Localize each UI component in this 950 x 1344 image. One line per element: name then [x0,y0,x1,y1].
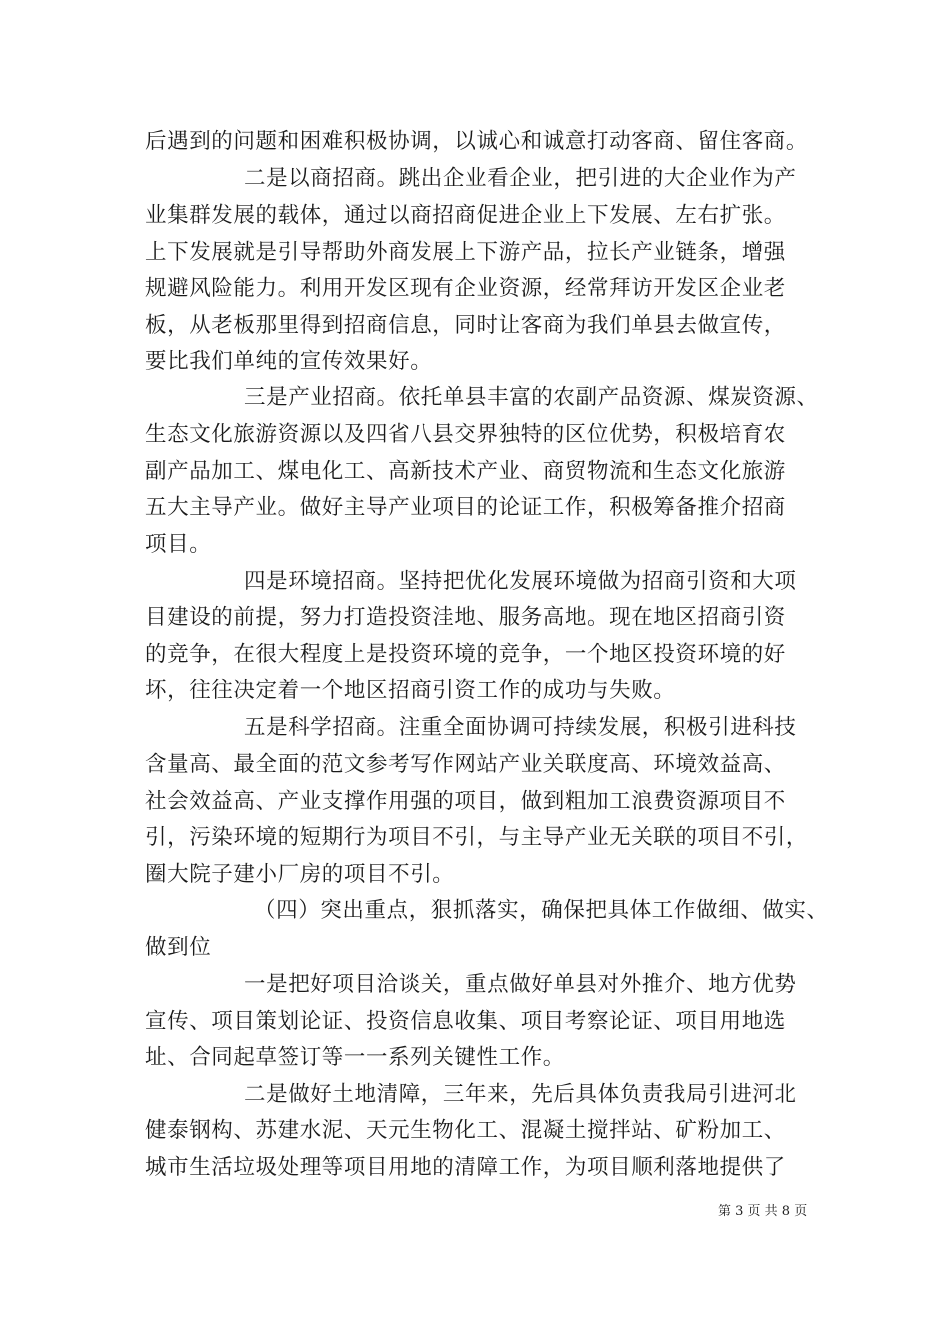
body-line: 要比我们单纯的宣传效果好。 [145,349,433,374]
body-line: 址、合同起草签订等一一系列关键性工作。 [145,1045,565,1070]
body-line: 健泰钢构、苏建水泥、天元生物化工、混凝土搅拌站、矿粉加工、 [145,1118,786,1143]
section-heading: （四）突出重点，狠抓落实，确保把具体工作做细、做实、 [254,898,829,923]
page-number: 第 3 页 共 8 页 [718,1204,808,1219]
body-line: 后遇到的问题和困难积极协调，以诚心和诚意打动客商、留住客商。 [145,129,809,154]
body-line: 目建设的前提，努力打造投资洼地、服务高地。现在地区招商引资 [145,605,786,630]
body-line: 圈大院子建小厂房的项目不引。 [145,862,455,887]
body-line: 社会效益高、产业支撑作用强的项目，做到粗加工浪费资源项目不 [145,789,786,814]
paragraph-first-line: 四是环境招商。坚持把优化发展环境做为招商引资和大项 [244,569,797,594]
body-line: 的竞争，在很大程度上是投资环境的竞争，一个地区投资环境的好 [145,642,786,667]
body-line: 城市生活垃圾处理等项目用地的清障工作，为项目顺利落地提供了 [145,1155,786,1180]
body-line: 板，从老板那里得到招商信息，同时让客商为我们单县去做宣传， [145,313,786,338]
paragraph-first-line: 一是把好项目洽谈关，重点做好单县对外推介、地方优势 [244,972,797,997]
body-line: 副产品加工、煤电化工、高新技术产业、商贸物流和生态文化旅游 [145,459,786,484]
body-line: 引，污染环境的短期行为项目不引，与主导产业无关联的项目不引， [145,825,809,850]
body-line: 含量高、最全面的范文参考写作网站产业关联度高、环境效益高、 [145,752,786,777]
paragraph-first-line: 二是做好土地清障，三年来，先后具体负责我局引进河北 [244,1082,797,1107]
body-line: 生态文化旅游资源以及四省八县交界独特的区位优势，积极培育农 [145,422,786,447]
paragraph-first-line: 三是产业招商。依托单县丰富的农副产品资源、煤炭资源、 [244,385,819,410]
body-line: 宣传、项目策划论证、投资信息收集、项目考察论证、项目用地选 [145,1009,786,1034]
body-line: 业集群发展的载体，通过以商招商促进企业上下发展、左右扩张。 [145,203,786,228]
body-line: 项目。 [145,532,212,557]
body-line: 坏，往往决定着一个地区招商引资工作的成功与失败。 [145,678,676,703]
paragraph-first-line: 五是科学招商。注重全面协调可持续发展，积极引进科技 [244,715,797,740]
section-heading-continuation: 做到位 [145,935,212,960]
body-line: 五大主导产业。做好主导产业项目的论证工作，积极筹备推介招商 [145,495,786,520]
body-line: 规避风险能力。利用开发区现有企业资源，经常拜访开发区企业老 [145,276,786,301]
paragraph-first-line: 二是以商招商。跳出企业看企业，把引进的大企业作为产 [244,166,797,191]
body-line: 上下发展就是引导帮助外商发展上下游产品，拉长产业链条，增强 [145,240,786,265]
